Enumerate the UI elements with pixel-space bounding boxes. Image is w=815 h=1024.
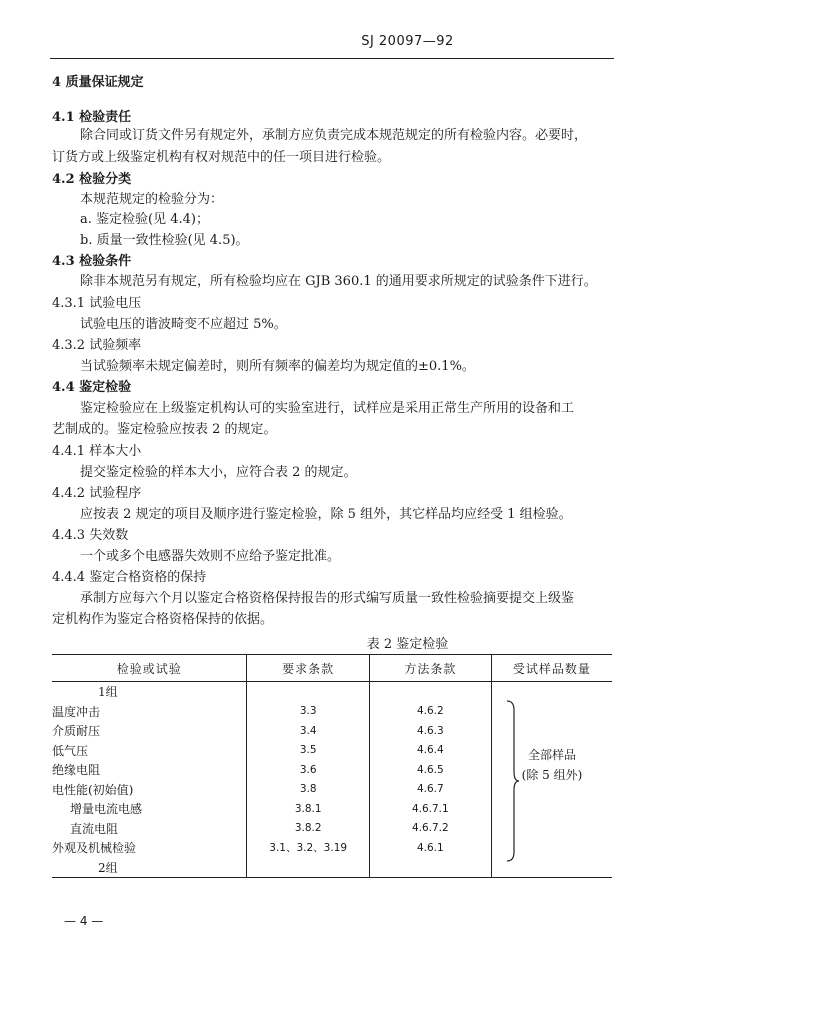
table-row [52, 838, 612, 858]
table-header-row [52, 655, 612, 682]
text-line: 4.3.2 试验频率 [52, 338, 142, 353]
text-line: 4.4.4 鉴定合格资格的保持 [52, 570, 207, 585]
page-header: SJ 20097—92 [361, 34, 454, 49]
cell-test-name: 电性能(初始值) [52, 782, 134, 797]
table-title: 表 2 鉴定检验 [366, 637, 449, 652]
cell-test-name: 温度冲击 [52, 704, 101, 719]
table-row [52, 858, 612, 878]
text-line: 鉴定检验应在上级鉴定机构认可的实验室进行，试样应是采用正常生产所用的设备和工 [80, 401, 575, 416]
table-row [52, 799, 612, 819]
text-line: 4.1 检验责任 [52, 110, 132, 125]
sample-quantity-line2: (除 5 组外) [521, 768, 583, 782]
text-line: 定机构作为鉴定合格资格保持的依据。 [52, 612, 274, 627]
cell-requirement: 3.4 [247, 721, 370, 741]
cell-test-name: 1组 [98, 685, 118, 700]
cell-requirement: 3.5 [247, 741, 370, 761]
cell-test-name: 直流电阻 [70, 821, 119, 836]
text-line: 4.4.3 失效数 [52, 528, 129, 543]
text-line: 4.4.1 样本大小 [52, 444, 142, 459]
text-line: a. 鉴定检验(见 4.4)； [80, 212, 209, 227]
cell-method [369, 682, 491, 702]
text-line: 当试验频率未规定偏差时，则所有频率的偏差均为规定值的±0.1%。 [80, 359, 475, 374]
cell-requirement: 3.8.1 [247, 799, 370, 819]
cell-method: 4.6.3 [369, 721, 491, 741]
text-line: 应按表 2 规定的项目及顺序进行鉴定检验，除 5 组外，其它样品均应经受 1 组检验。 [80, 507, 572, 522]
cell-test-name: 增量电流电感 [70, 802, 143, 817]
cell-method: 4.6.7.2 [369, 819, 491, 839]
cell-method: 4.6.7.1 [369, 799, 491, 819]
cell-method [369, 858, 491, 878]
cell-test-name: 介质耐压 [52, 724, 101, 739]
cell-requirement: 3.1、3.2、3.19 [247, 838, 370, 858]
cell-samples [491, 682, 612, 702]
cell-requirement: 3.8 [247, 780, 370, 800]
text-line: 除非本规范另有规定，所有检验均应在 GJB 360.1 的通用要求所规定的试验条件下进行。 [80, 274, 597, 289]
text-line: 提交鉴定检验的样本大小，应符合表 2 的规定。 [80, 465, 357, 480]
table-row [52, 702, 612, 722]
page-number: — 4 — [64, 914, 104, 928]
text-line: 4.3 检验条件 [52, 254, 132, 269]
cell-method: 4.6.2 [369, 702, 491, 722]
sample-quantity-note [512, 745, 592, 785]
column-header-requirement: 要求条款 [247, 655, 370, 682]
text-line: 订货方或上级鉴定机构有权对规范中的任一项目进行检验。 [52, 150, 391, 165]
text-line: 4.2 检验分类 [52, 172, 132, 187]
cell-test-name: 低气压 [52, 743, 89, 758]
text-line: 一个或多个电感器失效则不应给予鉴定批准。 [80, 549, 341, 564]
cell-method: 4.6.4 [369, 741, 491, 761]
text-line: 4.4 鉴定检验 [52, 380, 132, 395]
text-line: 4.3.1 试验电压 [52, 296, 142, 311]
cell-requirement: 3.8.2 [247, 819, 370, 839]
header-rule [50, 58, 614, 59]
text-line: 本规范规定的检验分为： [80, 192, 224, 207]
cell-method: 4.6.1 [369, 838, 491, 858]
table-row [52, 819, 612, 839]
column-header-test: 检验或试验 [52, 655, 247, 682]
cell-method: 4.6.5 [369, 760, 491, 780]
text-line: 承制方应每六个月以鉴定合格资格保持报告的形式编写质量一致性检验摘要提交上级鉴 [80, 591, 575, 606]
table-row [52, 682, 612, 702]
cell-test-name: 绝缘电阻 [52, 763, 101, 778]
cell-requirement: 3.3 [247, 702, 370, 722]
sample-quantity-line1: 全部样品 [527, 748, 576, 762]
text-line: b. 质量一致性检验(见 4.5)。 [80, 233, 249, 248]
table-row [52, 721, 612, 741]
column-header-method: 方法条款 [369, 655, 491, 682]
column-header-samples: 受试样品数量 [491, 655, 612, 682]
cell-requirement [247, 682, 370, 702]
text-line: 艺制成的。鉴定检验应按表 2 的规定。 [52, 422, 277, 437]
cell-test-name: 2组 [52, 858, 247, 878]
cell-requirement [247, 858, 370, 878]
cell-test-name: 外观及机械检验 [52, 841, 137, 856]
text-line: 试验电压的谐波畸变不应超过 5%。 [80, 317, 287, 332]
text-line: 4.4.2 试验程序 [52, 486, 142, 501]
cell-requirement: 3.6 [247, 760, 370, 780]
cell-method: 4.6.7 [369, 780, 491, 800]
text-line: 除合同或订货文件另有规定外，承制方应负责完成本规范规定的所有检验内容。必要时， [80, 128, 588, 143]
text-line: 4 质量保证规定 [52, 75, 144, 90]
